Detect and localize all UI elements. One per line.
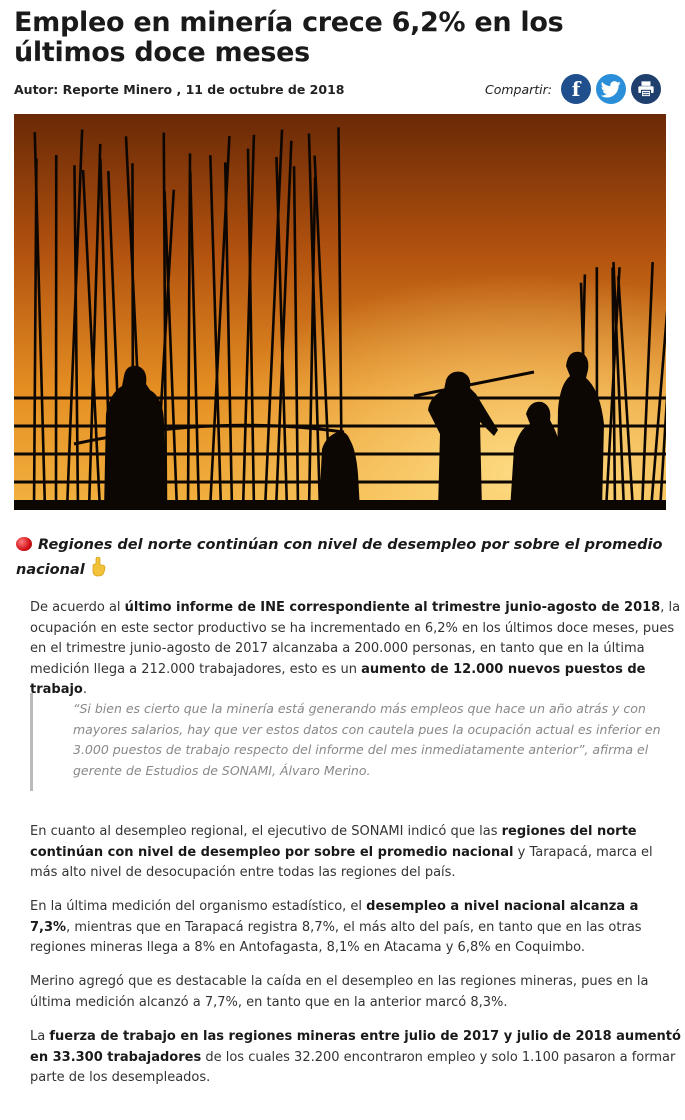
- paragraph-5: [30, 1027, 682, 1089]
- pointing-down-icon: [90, 557, 106, 585]
- twitter-icon[interactable]: [596, 74, 626, 104]
- paragraph-3: [30, 897, 682, 959]
- p3-text-2: , mientras que en Tarapacá registra 8,7%, el más alto del país, en tanto que en las otras regiones mineras llega a 8% en Antofagasta, 8,1% en Atacama y 6,8% en Coquimbo.: [30, 919, 642, 955]
- p5-text-1: La: [30, 1029, 50, 1044]
- paragraph-1: [30, 598, 682, 701]
- p2-bold-1: regiones del norte continúan con nivel de desempleo por sobre el promedio nacional: [30, 824, 637, 860]
- print-icon[interactable]: [631, 74, 661, 104]
- p1-bold-2: aumento de 12.000 nuevos puestos de trabajo: [30, 661, 646, 697]
- red-bullet-icon: [16, 537, 32, 551]
- p1-text-1: De acuerdo al: [30, 600, 125, 615]
- p3-text-1: En la última medición del organismo estadístico, el: [30, 899, 367, 914]
- article-title: Empleo en minería crece 6,2% en los últimos doce meses: [14, 7, 564, 68]
- subheading-text: Regiones del norte continúan con nivel de desempleo por sobre el promedio nacional: [16, 537, 663, 578]
- share-label: Compartir:: [484, 81, 552, 97]
- paragraph-2: [30, 822, 682, 884]
- p2-text-1: En cuanto al desempleo regional, el ejecutivo de SONAMI indicó que las: [30, 824, 502, 839]
- p1-text-2: , la ocupación en este sector productivo se ha incrementado en 6,2% en los últimos doce meses, pues en el trimestre junio-agosto de 2017 alcanzaba a 200.000 personas, en tanto que en la última medición llega a 212.000 trabajadores, esto es un: [30, 600, 681, 677]
- subheading: [16, 533, 676, 585]
- p5-text-2: de los cuales 32.200 encontraron empleo y solo 1.100 pasaron a formar parte de los desempleados.: [30, 1049, 676, 1085]
- quote-text: “Si bien es cierto que la minería está generando más empleos que hace un año atrás y con mayores salarios, hay que ver estos datos con cautela pues la ocupación actual es inferior en 3.000 puestos de trabajo respecto del informe del mes inmediatamente anterior”, afirma el gerente de Estudios de SONAMI, Álvaro Merino.: [73, 701, 661, 778]
- p1-bold-1: último informe de INE correspondiente al trimestre junio-agosto de 2018: [124, 600, 661, 615]
- paragraph-4: Merino agregó que es destacable la caída en el desempleo en las regiones mineras, pues en la última medición alcanzó a 7,7%, en tanto que en la anterior marcó 8,3%.: [30, 974, 649, 1010]
- facebook-icon[interactable]: f: [561, 74, 591, 104]
- p2-text-2: y Tarapacá, marca el más alto nivel de desocupación entre todas las regiones del país.: [30, 844, 653, 880]
- hero-image: [14, 114, 666, 510]
- p5-bold-1: fuerza de trabajo en las regiones mineras entre julio de 2017 y julio de 2018 aumentó en 33.300 trabajadores: [30, 1029, 681, 1065]
- p1-text-3: .: [82, 682, 88, 697]
- blockquote: [30, 693, 663, 791]
- p3-bold-1: desempleo a nivel nacional alcanza a 7,3%: [30, 899, 639, 935]
- share-bar: [485, 74, 661, 104]
- article-meta: Autor: Reporte Minero , 11 de octubre de 2018: [14, 82, 345, 97]
